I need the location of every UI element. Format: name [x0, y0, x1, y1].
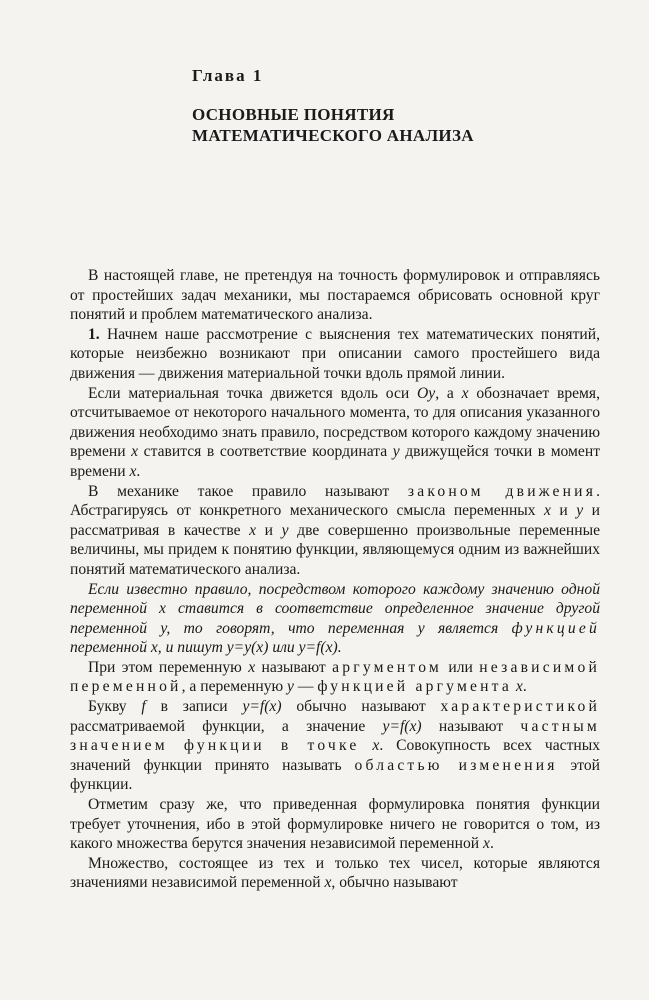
math-var: x	[544, 502, 551, 520]
text-run: . Совокупность всех частных значений функции принято называть	[70, 737, 601, 774]
math-var: Oy	[417, 384, 436, 402]
text-run: При этом переменную	[88, 658, 249, 676]
math-var: y	[392, 443, 400, 461]
text-run: этой функции.	[70, 756, 601, 794]
text-run: Множество, состоящее из тех и только тех чисел, которые являются значениями независимой переменной	[70, 854, 600, 892]
math-formula: y=f(x)	[242, 698, 282, 716]
text-run: Если известно правило, посредством которого каждому значению одной переменной x ставится в соответствие определенное значение другой переменной y, то говорят, что переменная y является	[70, 580, 600, 637]
emphasis-term: характеристикой	[440, 698, 600, 716]
math-formula: y=f(x)	[382, 717, 422, 735]
math-var: x	[131, 443, 139, 461]
text-run: , а переменную	[181, 678, 288, 696]
math-var: x	[249, 521, 257, 539]
text-run: В механике такое правило называют	[88, 482, 408, 500]
paragraph-law-of-motion	[70, 482, 600, 580]
text-run: .	[522, 678, 527, 696]
text-run: переменной x, и пишут y=y(x) или y=f(x).	[70, 639, 342, 657]
paragraph-section-1	[70, 325, 600, 384]
paragraph-clarification	[70, 795, 600, 854]
math-var: y	[287, 678, 294, 696]
paragraph-characteristic	[70, 697, 600, 795]
text-run: рассматриваемой функции, а значение	[70, 717, 383, 735]
text-run: Отметим сразу же, что приведенная формулировка понятия функции требует уточнения, ибо в этой формулировке ничего не говорится о том, из какого множества берутся значения независимой переменной	[70, 796, 600, 853]
text-run: обычно называют	[281, 698, 441, 716]
chapter-title-line-1: ОСНОВНЫЕ ПОНЯТИЯ	[192, 105, 395, 124]
text-run	[360, 737, 373, 754]
emphasis-term: областью изменения	[354, 756, 558, 774]
text-run: в записи	[145, 698, 243, 716]
paragraph-intro: В настоящей главе, не претендуя на точность формулировок и отправляясь от простейших задач механики, мы постараемся обрисовать основной круг понятий и проблем математического анализа.	[70, 267, 600, 324]
math-var: x	[483, 835, 490, 853]
text-run: и рассматривая в качестве	[70, 502, 600, 539]
text-run: или	[441, 658, 480, 676]
emphasis-term: функцией	[511, 619, 600, 637]
text-run: и	[256, 521, 282, 539]
emphasis-term: законом движения	[407, 482, 597, 500]
emphasis-term: независимой переменной	[70, 658, 600, 696]
paragraph-text: Начнем наше рассмотрение с выяснения тех математических понятий, которые неизбежно возникают при описании самого простейшего вида движения — движения материальной точки вдоль прямой линии.	[70, 325, 600, 382]
math-var: x	[515, 678, 523, 696]
math-var: x	[372, 737, 380, 755]
emphasis-term: частным значением функции в точке	[70, 717, 600, 755]
paragraph-argument	[70, 658, 600, 697]
text-run: . Абстрагируясь от конкретного механического смысла переменных	[70, 482, 601, 520]
text-run: .	[489, 835, 494, 853]
text-run: две совершенно произвольные переменные величины, мы придем к понятию функции, являющемуся одним из важнейших понятий математического анализа.	[70, 521, 601, 578]
math-var: x	[248, 658, 256, 676]
text-run: обозначает время, отсчитываемое от некоторого начального момента, то для описания указанного движения необходимо знать правило, посредством которого каждому значению времени	[70, 384, 600, 461]
emphasis-term: аргументом	[332, 658, 442, 676]
text-run: , обычно называют	[331, 874, 458, 892]
text-run: и	[550, 502, 577, 520]
math-var: y	[281, 521, 289, 539]
text-run: Букву	[88, 698, 142, 716]
text-run: .	[136, 462, 141, 480]
chapter-title	[192, 104, 474, 146]
text-run: Если материальная точка движется вдоль оси	[88, 384, 418, 402]
chapter-title-line-2: МАТЕМАТИЧЕСКОГО АНАЛИЗА	[192, 126, 474, 145]
text-run: называют	[255, 658, 333, 676]
chapter-label: Глава 1	[192, 66, 264, 85]
chapter-body	[70, 266, 600, 893]
paragraph-domain	[70, 854, 600, 893]
math-var: x	[324, 874, 332, 892]
emphasis-term: функцией аргумента	[317, 678, 513, 696]
text-run: называют	[421, 717, 521, 735]
section-number: 1.	[88, 325, 100, 343]
math-var: y	[576, 502, 584, 520]
text-run: ставится в соответствие координата	[138, 443, 393, 461]
math-var: x	[461, 384, 469, 402]
math-var: x	[129, 462, 137, 480]
math-var: f	[141, 698, 146, 716]
paragraph-function-definition	[70, 580, 600, 658]
text-run: —	[293, 678, 318, 696]
text-run: движущейся точки в момент времени	[70, 443, 601, 480]
paragraph-motion	[70, 384, 600, 482]
text-run: , а	[435, 384, 462, 402]
